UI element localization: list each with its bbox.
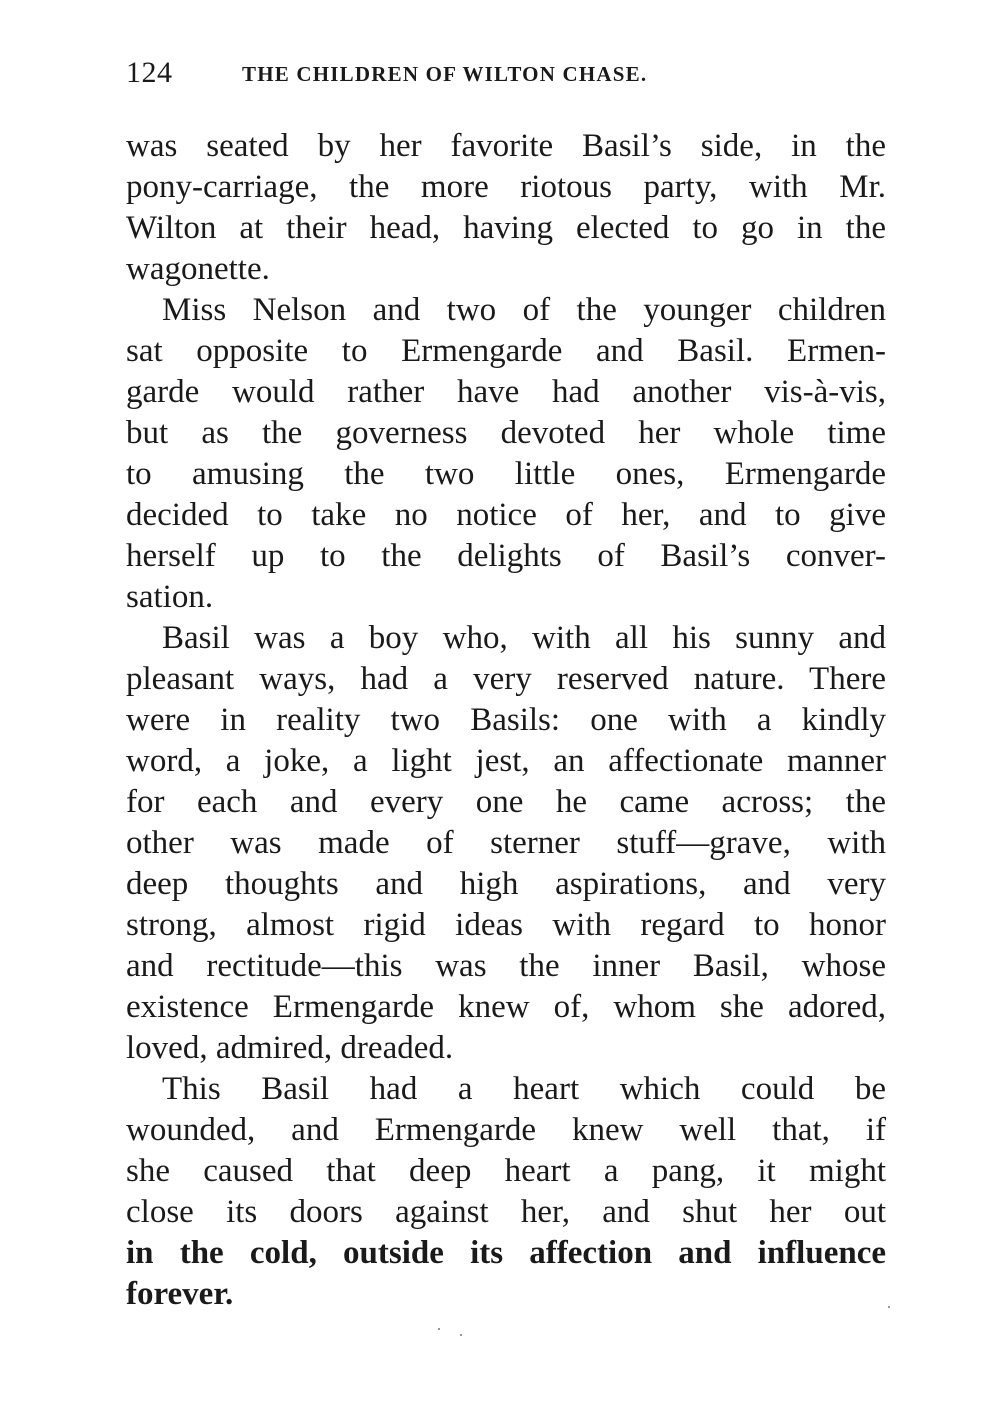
text-line: sation.	[126, 579, 214, 615]
text-line: in the cold, outside its affection and influence	[126, 1235, 886, 1271]
paragraph-1	[126, 126, 886, 290]
text-line: deep thoughts and high aspirations, and very	[126, 866, 886, 902]
text-line: she caused that deep heart a pang, it might	[126, 1153, 886, 1189]
text-line: herself up to the delights of Basil’s conver-	[126, 538, 886, 574]
text-line: wagonette.	[126, 251, 270, 287]
text-line: wounded, and Ermengarde knew well that, if	[126, 1112, 886, 1148]
text-line: Miss Nelson and two of the younger children	[162, 292, 886, 328]
print-speck	[438, 1328, 440, 1330]
text-line: pony-carriage, the more riotous party, with Mr.	[126, 169, 886, 205]
text-line: strong, almost rigid ideas with regard to honor	[126, 907, 886, 943]
text-line: for each and every one he came across; the	[126, 784, 886, 820]
text-line: loved, admired, dreaded.	[126, 1030, 454, 1066]
text-line: close its doors against her, and shut her out	[126, 1194, 886, 1230]
text-line: Basil was a boy who, with all his sunny and	[162, 620, 886, 656]
running-title: THE CHILDREN OF WILTON CHASE.	[242, 62, 648, 86]
text-line: word, a joke, a light jest, an affectionate manner	[126, 743, 886, 779]
text-line: and rectitude—this was the inner Basil, whose	[126, 948, 886, 984]
text-line: but as the governess devoted her whole time	[126, 415, 886, 451]
text-line: Wilton at their head, having elected to go in the	[126, 210, 886, 246]
text-line: existence Ermengarde knew of, whom she adored,	[126, 989, 886, 1025]
running-head	[126, 56, 886, 96]
paragraph-4	[126, 1069, 886, 1315]
page-number: 124	[126, 56, 173, 89]
text-line: garde would rather have had another vis-à-vis,	[126, 374, 886, 410]
text-line: This Basil had a heart which could be	[162, 1071, 886, 1107]
print-speck	[460, 1334, 462, 1336]
text-line: sat opposite to Ermengarde and Basil. Ermen-	[126, 333, 886, 369]
body-text	[126, 126, 886, 1315]
print-speck	[888, 1306, 890, 1308]
text-line: were in reality two Basils: one with a kindly	[126, 702, 886, 738]
paragraph-2	[126, 290, 886, 618]
text-line: to amusing the two little ones, Ermengarde	[126, 456, 886, 492]
text-line: decided to take no notice of her, and to give	[126, 497, 886, 533]
text-line: forever.	[126, 1276, 234, 1312]
text-line: other was made of sterner stuff—grave, with	[126, 825, 886, 861]
text-line: was seated by her favorite Basil’s side, in the	[126, 128, 886, 164]
paragraph-3	[126, 618, 886, 1069]
text-line: pleasant ways, had a very reserved nature. There	[126, 661, 886, 697]
